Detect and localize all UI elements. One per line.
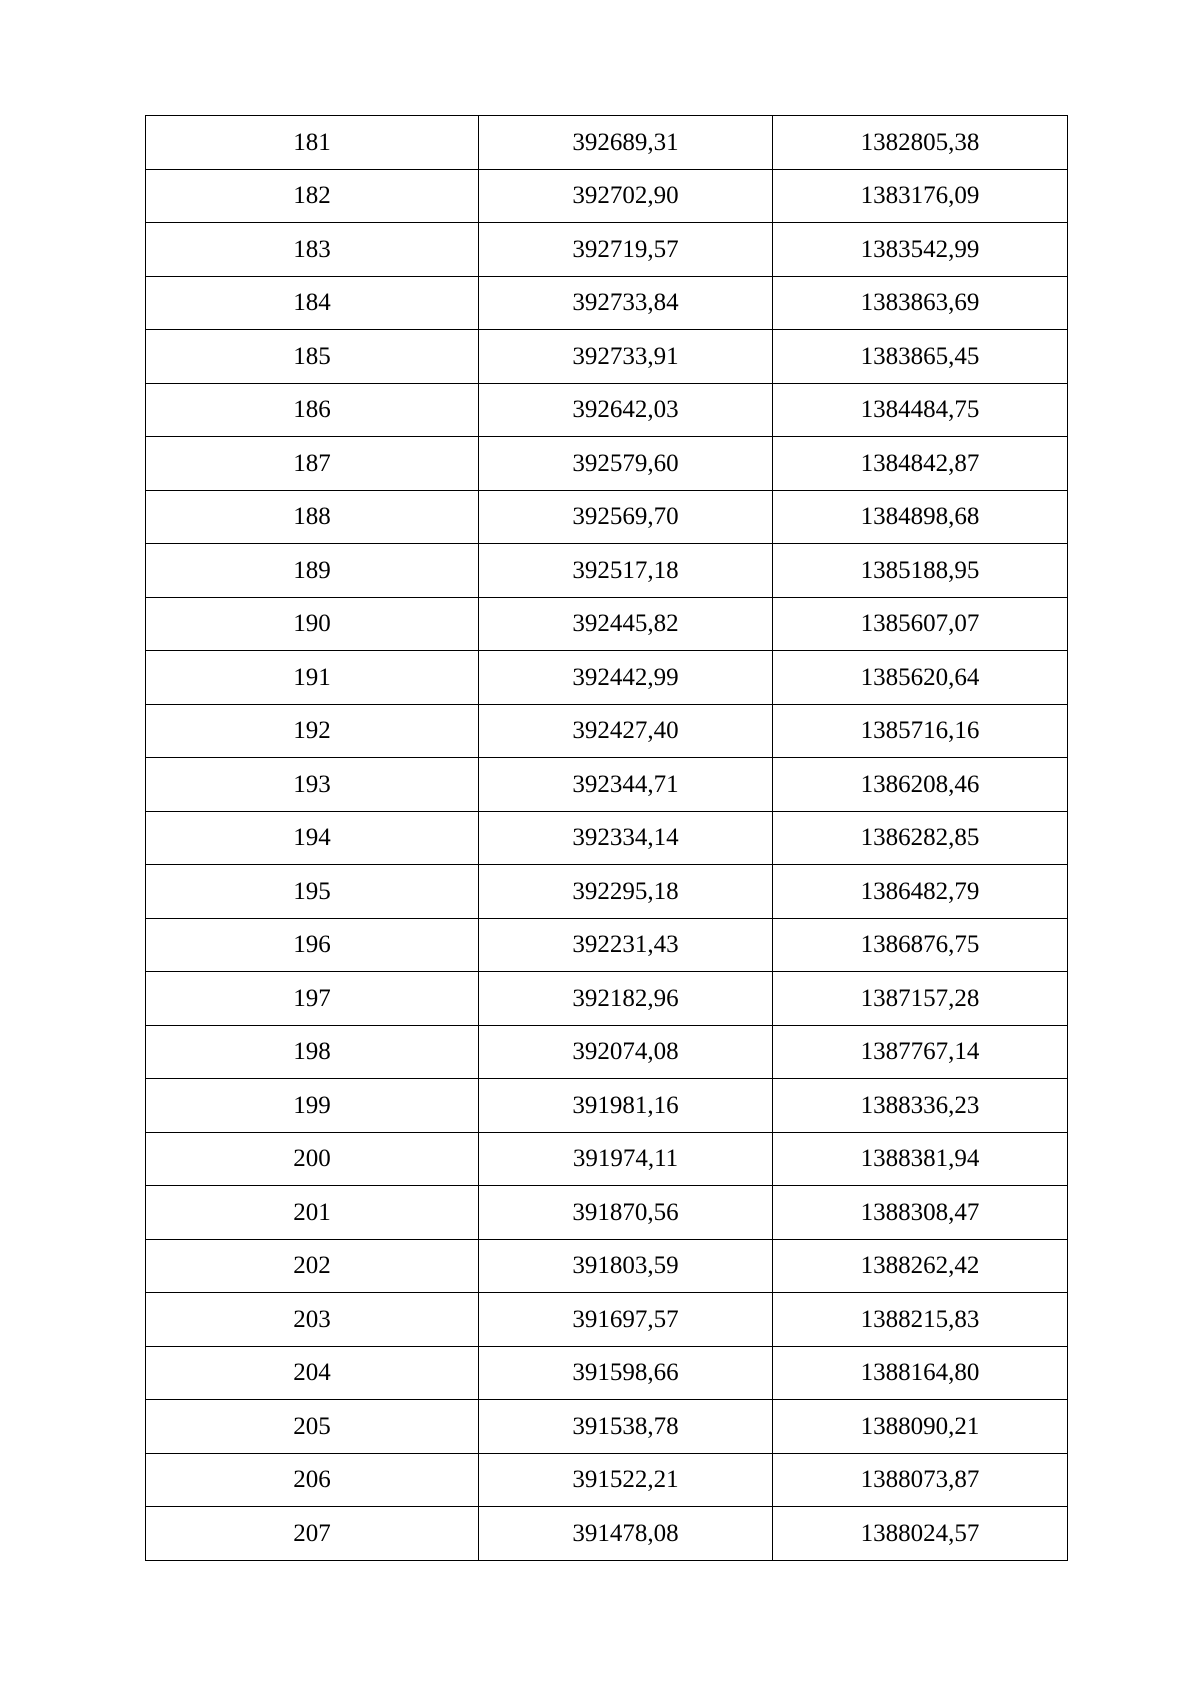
table-row	[146, 651, 1068, 705]
table-row	[146, 383, 1068, 437]
table-row	[146, 223, 1068, 277]
point-number-cell: 193	[146, 758, 479, 812]
y-coordinate-cell: 1388215,83	[773, 1293, 1068, 1347]
y-coordinate-cell: 1382805,38	[773, 116, 1068, 170]
x-coordinate-cell: 392642,03	[479, 383, 773, 437]
table-row	[146, 490, 1068, 544]
y-coordinate-cell: 1385188,95	[773, 544, 1068, 598]
x-coordinate-cell: 391803,59	[479, 1239, 773, 1293]
y-coordinate-cell: 1388262,42	[773, 1239, 1068, 1293]
table-row	[146, 597, 1068, 651]
table-row	[146, 276, 1068, 330]
x-coordinate-cell: 392689,31	[479, 116, 773, 170]
y-coordinate-cell: 1388381,94	[773, 1132, 1068, 1186]
y-coordinate-cell: 1383176,09	[773, 169, 1068, 223]
x-coordinate-cell: 391697,57	[479, 1293, 773, 1347]
table-row	[146, 972, 1068, 1026]
y-coordinate-cell: 1383863,69	[773, 276, 1068, 330]
y-coordinate-cell: 1388308,47	[773, 1186, 1068, 1240]
table-row	[146, 1400, 1068, 1454]
point-number-cell: 190	[146, 597, 479, 651]
y-coordinate-cell: 1388090,21	[773, 1400, 1068, 1454]
point-number-cell: 194	[146, 811, 479, 865]
y-coordinate-cell: 1384898,68	[773, 490, 1068, 544]
point-number-cell: 186	[146, 383, 479, 437]
x-coordinate-cell: 392295,18	[479, 865, 773, 919]
point-number-cell: 192	[146, 704, 479, 758]
table-row	[146, 1186, 1068, 1240]
y-coordinate-cell: 1385620,64	[773, 651, 1068, 705]
table-row	[146, 1239, 1068, 1293]
point-number-cell: 197	[146, 972, 479, 1026]
x-coordinate-cell: 391598,66	[479, 1346, 773, 1400]
y-coordinate-cell: 1388164,80	[773, 1346, 1068, 1400]
x-coordinate-cell: 392702,90	[479, 169, 773, 223]
point-number-cell: 201	[146, 1186, 479, 1240]
point-number-cell: 202	[146, 1239, 479, 1293]
x-coordinate-cell: 392719,57	[479, 223, 773, 277]
x-coordinate-cell: 392074,08	[479, 1025, 773, 1079]
table-row	[146, 758, 1068, 812]
point-number-cell: 189	[146, 544, 479, 598]
point-number-cell: 183	[146, 223, 479, 277]
x-coordinate-cell: 391478,08	[479, 1507, 773, 1561]
x-coordinate-cell: 392231,43	[479, 918, 773, 972]
y-coordinate-cell: 1386282,85	[773, 811, 1068, 865]
table-row	[146, 1079, 1068, 1133]
table-row	[146, 1507, 1068, 1561]
table-row	[146, 330, 1068, 384]
y-coordinate-cell: 1388024,57	[773, 1507, 1068, 1561]
x-coordinate-cell: 391538,78	[479, 1400, 773, 1454]
x-coordinate-cell: 392334,14	[479, 811, 773, 865]
x-coordinate-cell: 392569,70	[479, 490, 773, 544]
table-row	[146, 918, 1068, 972]
point-number-cell: 204	[146, 1346, 479, 1400]
table-row	[146, 811, 1068, 865]
table-row	[146, 1346, 1068, 1400]
table-row	[146, 437, 1068, 491]
x-coordinate-cell: 392733,84	[479, 276, 773, 330]
x-coordinate-cell: 392182,96	[479, 972, 773, 1026]
x-coordinate-cell: 392579,60	[479, 437, 773, 491]
x-coordinate-cell: 392442,99	[479, 651, 773, 705]
point-number-cell: 181	[146, 116, 479, 170]
table-row	[146, 169, 1068, 223]
table-row	[146, 1453, 1068, 1507]
point-number-cell: 195	[146, 865, 479, 919]
y-coordinate-cell: 1388073,87	[773, 1453, 1068, 1507]
table-row	[146, 1132, 1068, 1186]
y-coordinate-cell: 1385716,16	[773, 704, 1068, 758]
point-number-cell: 182	[146, 169, 479, 223]
x-coordinate-cell: 392445,82	[479, 597, 773, 651]
y-coordinate-cell: 1387157,28	[773, 972, 1068, 1026]
table-row	[146, 116, 1068, 170]
y-coordinate-cell: 1385607,07	[773, 597, 1068, 651]
x-coordinate-cell: 392733,91	[479, 330, 773, 384]
y-coordinate-cell: 1386208,46	[773, 758, 1068, 812]
y-coordinate-cell: 1386482,79	[773, 865, 1068, 919]
y-coordinate-cell: 1384842,87	[773, 437, 1068, 491]
point-number-cell: 184	[146, 276, 479, 330]
point-number-cell: 185	[146, 330, 479, 384]
coordinates-table	[145, 115, 1068, 1561]
x-coordinate-cell: 392344,71	[479, 758, 773, 812]
table-row	[146, 865, 1068, 919]
y-coordinate-cell: 1383865,45	[773, 330, 1068, 384]
point-number-cell: 187	[146, 437, 479, 491]
table-row	[146, 544, 1068, 598]
table-row	[146, 1293, 1068, 1347]
x-coordinate-cell: 391870,56	[479, 1186, 773, 1240]
x-coordinate-cell: 391981,16	[479, 1079, 773, 1133]
x-coordinate-cell: 392517,18	[479, 544, 773, 598]
x-coordinate-cell: 391974,11	[479, 1132, 773, 1186]
point-number-cell: 198	[146, 1025, 479, 1079]
point-number-cell: 200	[146, 1132, 479, 1186]
point-number-cell: 205	[146, 1400, 479, 1454]
point-number-cell: 188	[146, 490, 479, 544]
point-number-cell: 199	[146, 1079, 479, 1133]
point-number-cell: 191	[146, 651, 479, 705]
coordinates-table-body	[146, 116, 1068, 1561]
point-number-cell: 203	[146, 1293, 479, 1347]
point-number-cell: 206	[146, 1453, 479, 1507]
y-coordinate-cell: 1386876,75	[773, 918, 1068, 972]
y-coordinate-cell: 1384484,75	[773, 383, 1068, 437]
x-coordinate-cell: 391522,21	[479, 1453, 773, 1507]
table-row	[146, 1025, 1068, 1079]
point-number-cell: 196	[146, 918, 479, 972]
y-coordinate-cell: 1383542,99	[773, 223, 1068, 277]
point-number-cell: 207	[146, 1507, 479, 1561]
x-coordinate-cell: 392427,40	[479, 704, 773, 758]
y-coordinate-cell: 1388336,23	[773, 1079, 1068, 1133]
y-coordinate-cell: 1387767,14	[773, 1025, 1068, 1079]
table-row	[146, 704, 1068, 758]
